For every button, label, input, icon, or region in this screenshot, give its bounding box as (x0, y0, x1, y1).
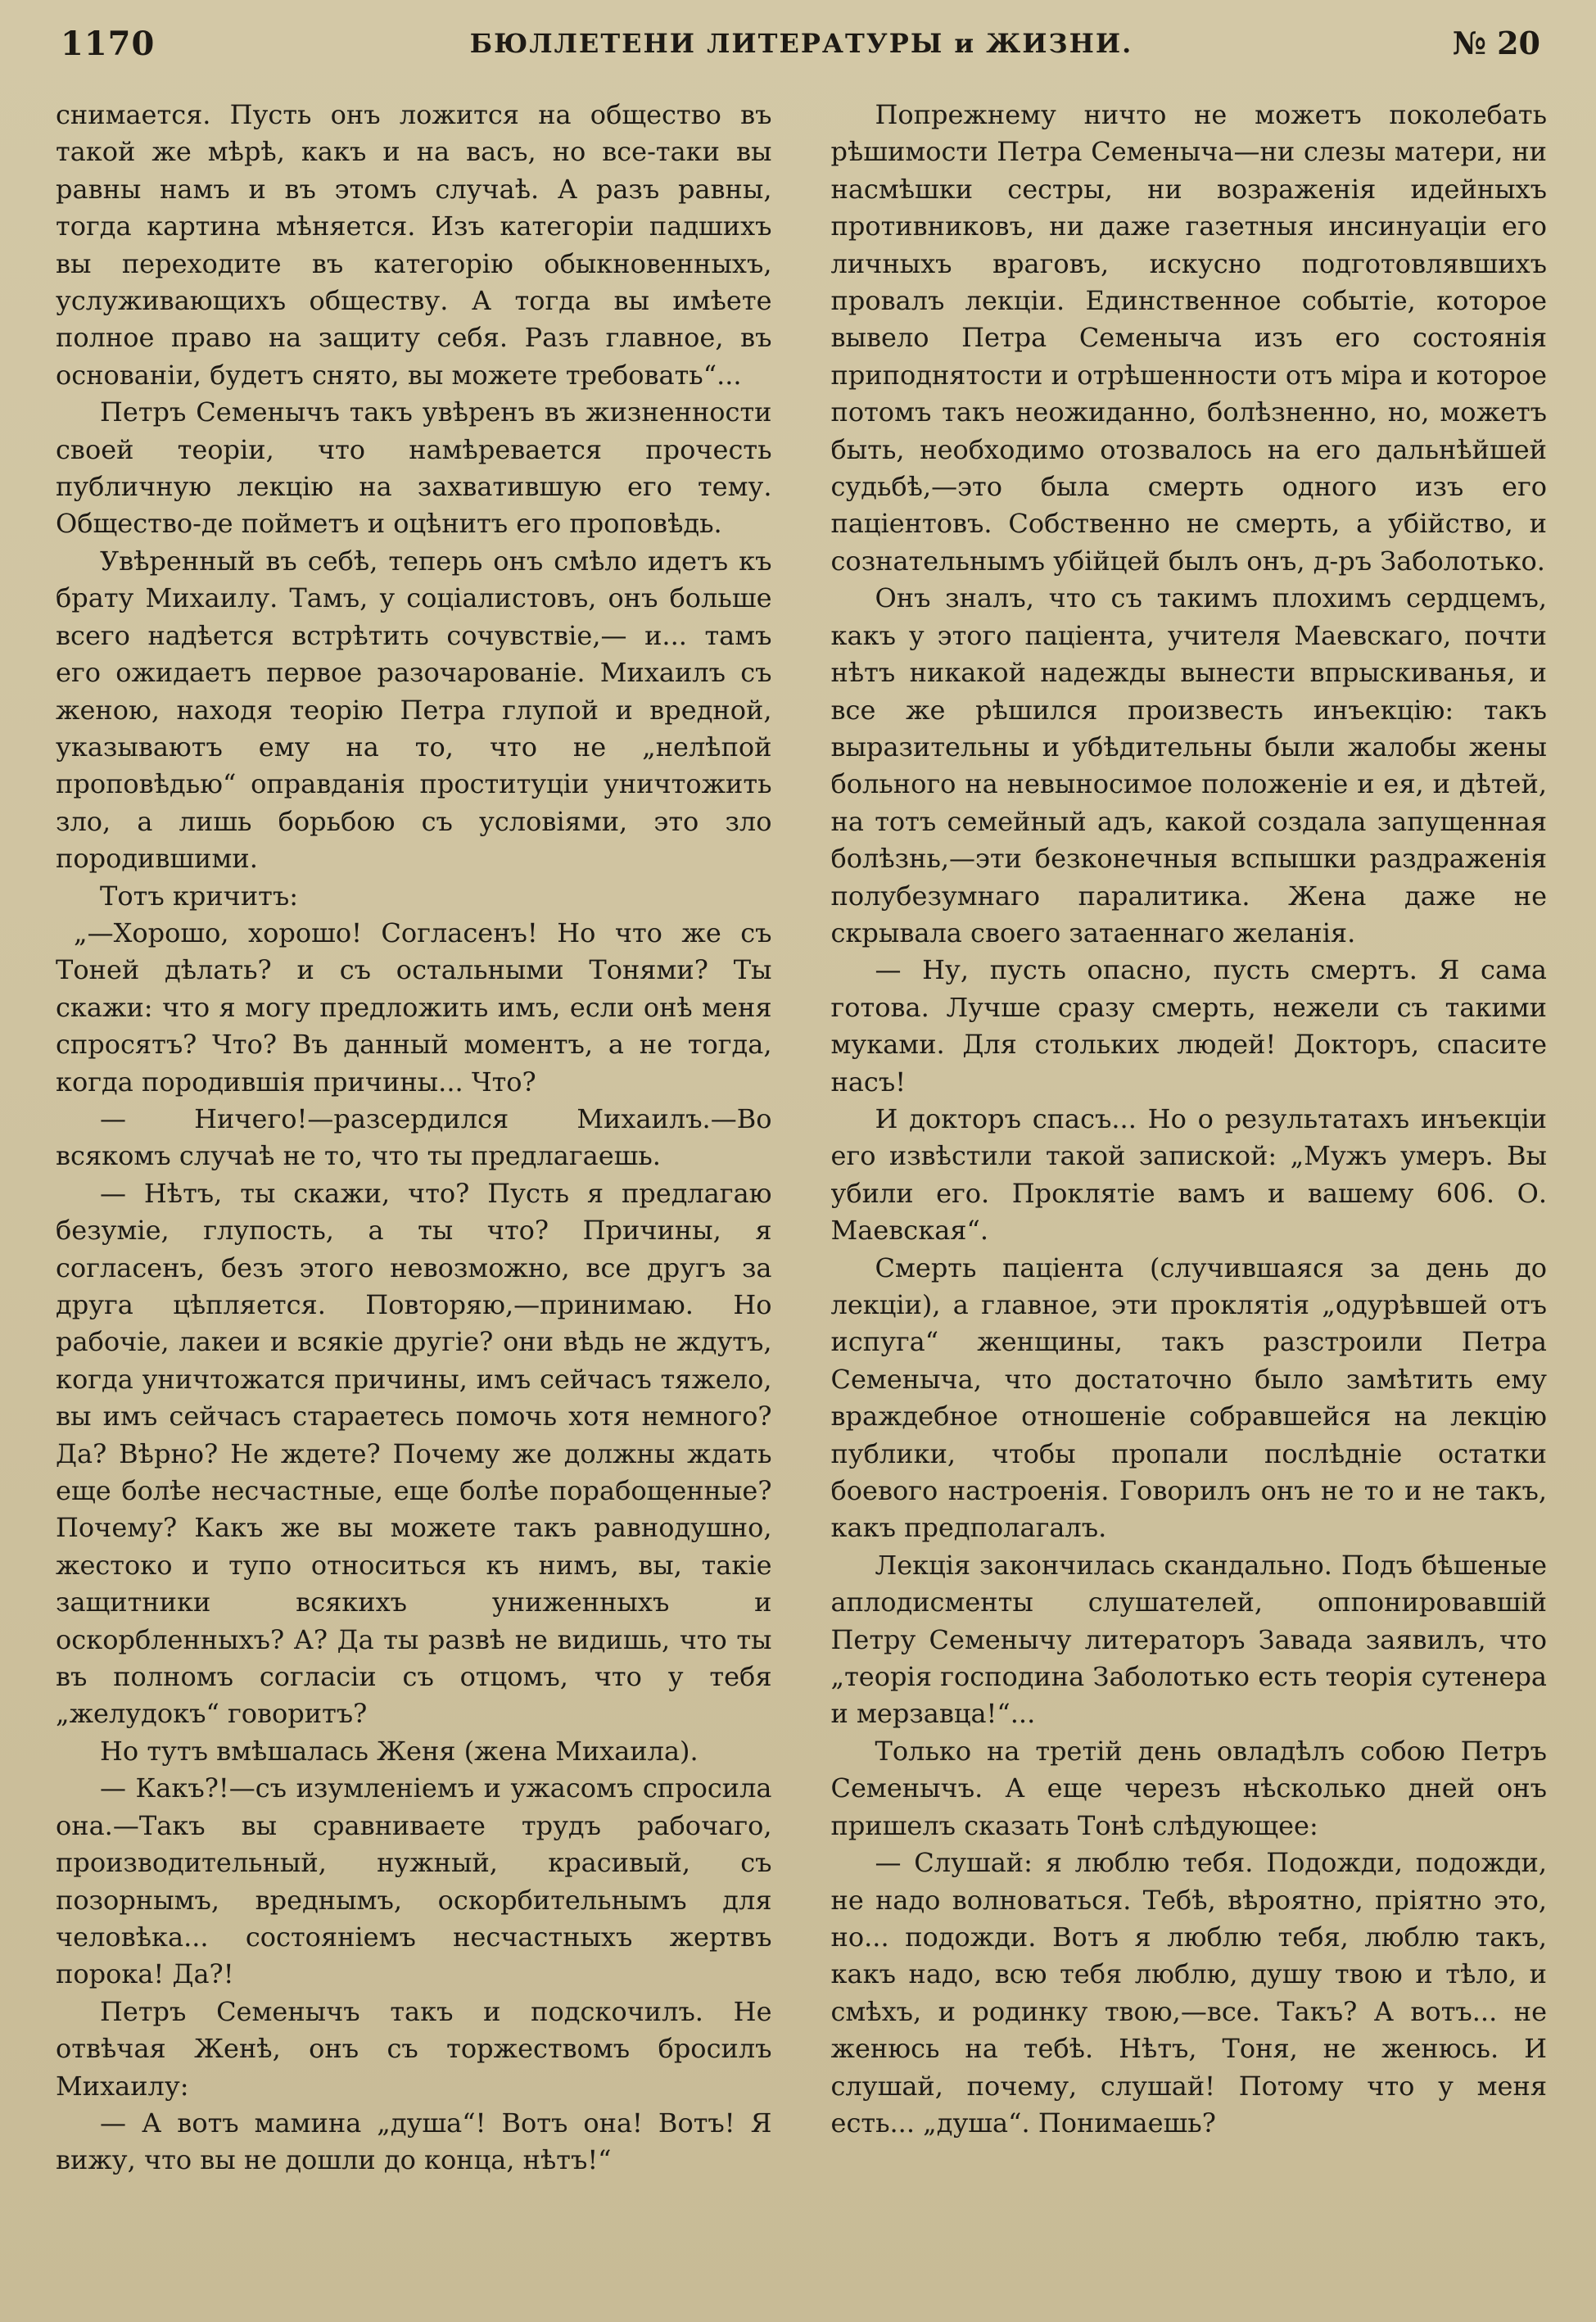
right-column (831, 97, 1548, 2289)
running-head: БЮЛЛЕТЕНИ ЛИТЕРАТУРЫ и ЖИЗНИ. (469, 28, 1133, 59)
paragraph: Петръ Семенычъ такъ и подскочилъ. Не отвѣчая Женѣ, онъ съ торжествомъ бросилъ Михаилу: (56, 1995, 772, 2102)
paragraph: Смерть паціента (случившаяся за день до лекціи), а главное, эти проклятія „одурѣвшей отъ испуга“ женщины, такъ разстроили Петра Семеныча, что достаточно было замѣтить ему враждебное отношеніе собравшейся на лекцію публики, чтобы пропали послѣдніе остатки боевого настроенія. Говорилъ онъ не то и не такъ, какъ предполагалъ. (830, 1252, 1547, 1544)
left-column (56, 97, 772, 2289)
page-number: 1170 (61, 25, 156, 63)
paragraph: — Слушай: я люблю тебя. Подожди, подожди, не надо волноваться. Тебѣ, вѣроятно, пріятно это, но... подожди. Вотъ я люблю тебя, люблю такъ, какъ надо, всю тебя люблю, душу твою и тѣло, и смѣхъ, и родинку твою,—все. Такъ? А вотъ... не женюсь на тебѣ. Нѣтъ, Тоня, не женюсь. И слушай, почему, слушай! Потому что у меня есть... „душа“. Понимаешь? (830, 1847, 1547, 2139)
paragraph: И докторъ спасъ... Но о результатахъ инъекціи его извѣстили такой запиской: „Мужъ умеръ. Вы убили его. Проклятіе вамъ и вашему 606. О. Маевская“. (830, 1102, 1547, 1247)
page-header (56, 25, 1547, 74)
paragraph: — Нѣтъ, ты скажи, что? Пусть я предлагаю безуміе, глупость, а ты что? Причины, я согласенъ, безъ этого невозможно, все другъ за друга цѣпляется. Повторяю,—принимаю. Но рабочіе, лакеи и всякіе другіе? они вѣдь не ждутъ, когда уничтожатся причины, имъ сейчасъ тяжело, вы имъ сейчасъ стараетесь помочь хотя немного? Да? Вѣрно? Не ждете? Почему же должны ждать еще болѣе несчастные, еще болѣе порабощенные? Почему? Какъ же вы можете такъ равнодушно, жестоко и тупо относиться къ нимъ, вы, такіе защитники всякихъ униженныхъ и оскорбленныхъ? А? Да ты развѣ не видишь, что ты въ полномъ согласіи съ отцомъ, что у тебя „желудокъ“ говоритъ? (56, 1177, 772, 1730)
paragraph: Но тутъ вмѣшалась Женя (жена Михаила). (100, 1735, 699, 1767)
paragraph: — А вотъ мамина „душа“! Вотъ она! Вотъ! Я вижу, что вы не дошли до конца, нѣтъ!“ (56, 2107, 772, 2176)
paragraph: Увѣренный въ себѣ, теперь онъ смѣло идетъ къ брату Михаилу. Тамъ, у соціалистовъ, онъ больше всего надѣется встрѣтить сочувствіе,— и... тамъ его ожидаетъ первое разочарованіе. Михаилъ съ женою, находя теорію Петра глупой и вредной, указываютъ ему на то, что не „нелѣпой проповѣдью“ оправданія проституціи уничтожить зло, а лишь борьбою съ условіями, это зло породившими. (56, 545, 772, 875)
paragraph: Петръ Семенычъ такъ увѣренъ въ жизненности своей теоріи, что намѣревается прочесть публичную лекцію на захватившую его тему. Общество-де пойметъ и оцѣнитъ его проповѣдь. (56, 396, 772, 540)
paragraph: — Какъ?!—съ изумленіемъ и ужасомъ спросила она.—Такъ вы сравниваете трудъ рабочаго, производительный, нужный, красивый, съ позорнымъ, вреднымъ, оскорбительнымъ для человѣка... состояніемъ несчастныхъ жертвъ порока! Да?! (56, 1772, 772, 1990)
paragraph: — Ну, пусть опасно, пусть смертъ. Я сама готова. Лучше сразу смерть, нежели съ такими муками. Для стольких людей! Докторъ, спасите насъ! (830, 954, 1547, 1098)
paragraph: Только на третій день овладѣлъ собою Петръ Семенычъ. А еще черезъ нѣсколько дней онъ пришелъ сказать Тонѣ слѣдующее: (830, 1735, 1547, 1841)
text-columns (56, 97, 1547, 2289)
paragraph: Тотъ кричитъ: (100, 880, 298, 912)
issue-number: № 20 (1452, 25, 1540, 61)
paragraph: „—Хорошо, хорошо! Согласенъ! Но что же съ Тоней дѣлать? и съ остальными Тонями? Ты скажи: что я могу предложить имъ, если онѣ меня спросятъ? Что? Въ данный моментъ, а не тогда, когда породившія причины... Что? (56, 917, 772, 1098)
paragraph: снимается. Пусть онъ ложится на общество въ такой же мѣрѣ, какъ и на васъ, но все-таки вы равны намъ и въ этомъ случаѣ. А разъ равны, тогда картина мѣняется. Изъ категоріи падшихъ вы переходите въ категорію обыкновенныхъ, услуживающихъ обществу. А тогда вы имѣете полное право на защиту себя. Разъ главное, въ основаніи, будетъ снято, вы можете требовать“... (56, 99, 772, 391)
paragraph: Попрежнему ничто не можетъ поколебать рѣшимости Петра Семеныча—ни слезы матери, ни насмѣшки сестры, ни возраженія идейныхъ противниковъ, ни даже газетныя инсинуаціи его личныхъ враговъ, искусно подготовлявшихъ провалъ лекціи. Единственное событіе, которое вывело Петра Семеныча изъ его состоянія приподнятости и отрѣшенности отъ міра и которое потомъ такъ неожиданно, болѣзненно, но, можетъ быть, необходимо отозвалось на его дальнѣйшей судьбѣ,—это была смерть одного изъ его паціентовъ. Собственно не смерть, а убійство, и сознательнымъ убійцей былъ онъ, д-ръ Заболотько. (830, 99, 1547, 577)
paragraph: Онъ зналъ, что съ такимъ плохимъ сердцемъ, какъ у этого паціента, учителя Маевскаго, почти нѣтъ никакой надежды вынести впрыскиванья, и все же рѣшился произвесть инъекцію: такъ выразительны и убѣдительны были жалобы жены больного на невыносимое положеніе и ея, и дѣтей, на тотъ семейный адъ, какой создала запущенная болѣзнь,—эти безконечныя вспышки раздраженія полубезумнаго паралитика. Жена даже не скрывала своего затаеннаго желанія. (830, 582, 1547, 948)
paragraph: Лекція закончилась скандально. Подъ бѣшеные аплодисменты слушателей, оппонировавшій Петру Семенычу литераторъ Завада заявилъ, что „теорія господина Заболотько есть теорія сутенера и мерзавца!“... (830, 1549, 1547, 1730)
paragraph: — Ничего!—разсердился Михаилъ.—Во всякомъ случаѣ не то, что ты предлагаешь. (56, 1102, 772, 1172)
